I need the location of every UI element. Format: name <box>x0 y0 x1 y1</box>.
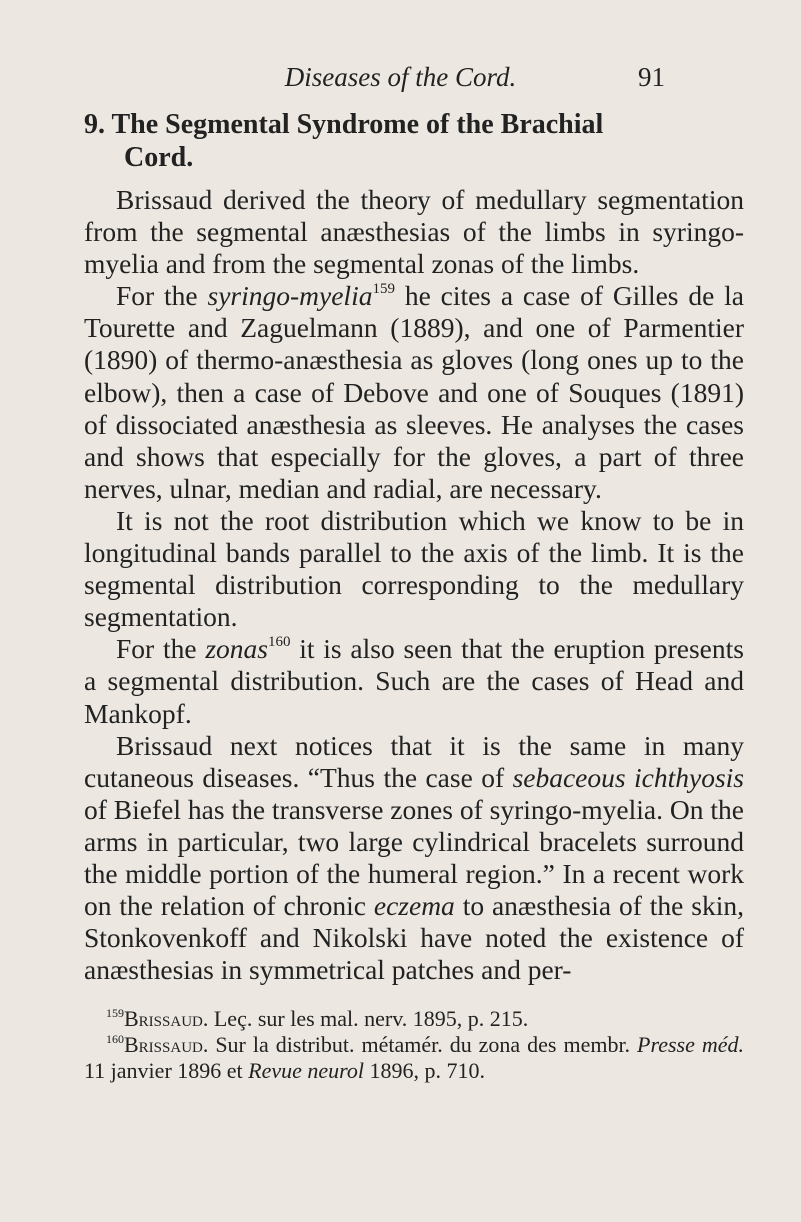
running-title: Diseases of the Cord. <box>284 62 517 92</box>
page-number: 91 <box>638 62 665 92</box>
term-sebaceous-ichthyosis: sebaceous ichthyosis <box>512 761 744 793</box>
footnote-ref-159: 159 <box>372 281 395 298</box>
paragraph-2 <box>84 280 744 505</box>
footnotes <box>84 1006 744 1084</box>
footnote-160-journal-revue: Revue neurol <box>248 1058 364 1083</box>
footnote-160-text-c: 1896, p. 710. <box>364 1058 485 1083</box>
paragraph-5-text-b: of Biefel has the transverse zones of syringo-myelia. On the arms in particular, two large cylindrical bracelets surround the middle portion of the humeral region.” In a recent work on the relation of chronic <box>84 793 744 922</box>
paragraph-4 <box>84 633 744 729</box>
footnote-ref-160: 160 <box>267 634 291 651</box>
footnote-160-text-a: Sur la distribut. métamér. du zona des membr. <box>208 1032 638 1057</box>
paragraph-5 <box>84 730 744 987</box>
section-title-line1: The Segmental Syndrome of the Brachial <box>111 109 604 140</box>
paragraph-2-text-a: For the <box>116 280 208 312</box>
body-text <box>84 184 744 986</box>
footnote-160-author: Brissaud. <box>124 1032 209 1057</box>
paragraph-4-text-b: it is also seen that the eruption presents a segmental distribution. Such are the cases of Head and Mankopf. <box>84 633 744 729</box>
section-number: 9. <box>84 109 105 140</box>
term-zonas: zonas <box>205 633 268 665</box>
paragraph-3: It is not the root distribution which we know to be in longitudinal bands parallel to the axis of the limb. It is the segmental distribution corresponding to the medullary segmentation. <box>84 504 744 633</box>
term-eczema: eczema <box>373 890 455 922</box>
paragraph-1: Brissaud derived the theory of medullary segmentation from the segmental anæsthesias of the limbs in syringo-myelia and from the segmental zonas of the limbs. <box>84 184 744 280</box>
footnote-160-journal-presse: Presse méd. <box>637 1032 744 1057</box>
paragraph-2-text-b: he cites a case of Gilles de la Tourette and Zaguelmann (1889), and one of Parmentier (1890) of thermo-anæsthesia as gloves (long ones up to the elbow), then a case of Debove and one of Souques (1891) of dissociated anæsthesia as sleeves. He analyses the cases and shows that especially for the gloves, a part of three nerves, ulnar, median and radial, are necessary. <box>84 280 744 504</box>
footnote-159 <box>84 1006 744 1032</box>
term-syringo-myelia: syringo-myelia <box>207 280 373 312</box>
section-heading <box>84 108 744 174</box>
paragraph-5-text-a: Brissaud next notices that it is the same in many cutaneous diseases. “Thus the case of <box>84 729 744 793</box>
section-title-line2: Cord. <box>124 142 194 173</box>
footnote-160 <box>84 1032 744 1084</box>
footnote-160-number: 160 <box>106 1032 124 1046</box>
footnote-160-text-b: 11 janvier 1896 et <box>84 1058 249 1083</box>
paragraph-4-text-a: For the <box>116 633 206 665</box>
paragraph-5-text-c: to anæsthesia of the skin, Stonkovenkoff and Nikolski have noted the existence of anæsthesias in symmetrical patches and per- <box>84 890 744 986</box>
footnote-159-text: Leç. sur les mal. nerv. 1895, p. 215. <box>208 1006 529 1031</box>
footnote-159-number: 159 <box>106 1006 124 1020</box>
footnote-159-author: Brissaud. <box>124 1006 209 1031</box>
